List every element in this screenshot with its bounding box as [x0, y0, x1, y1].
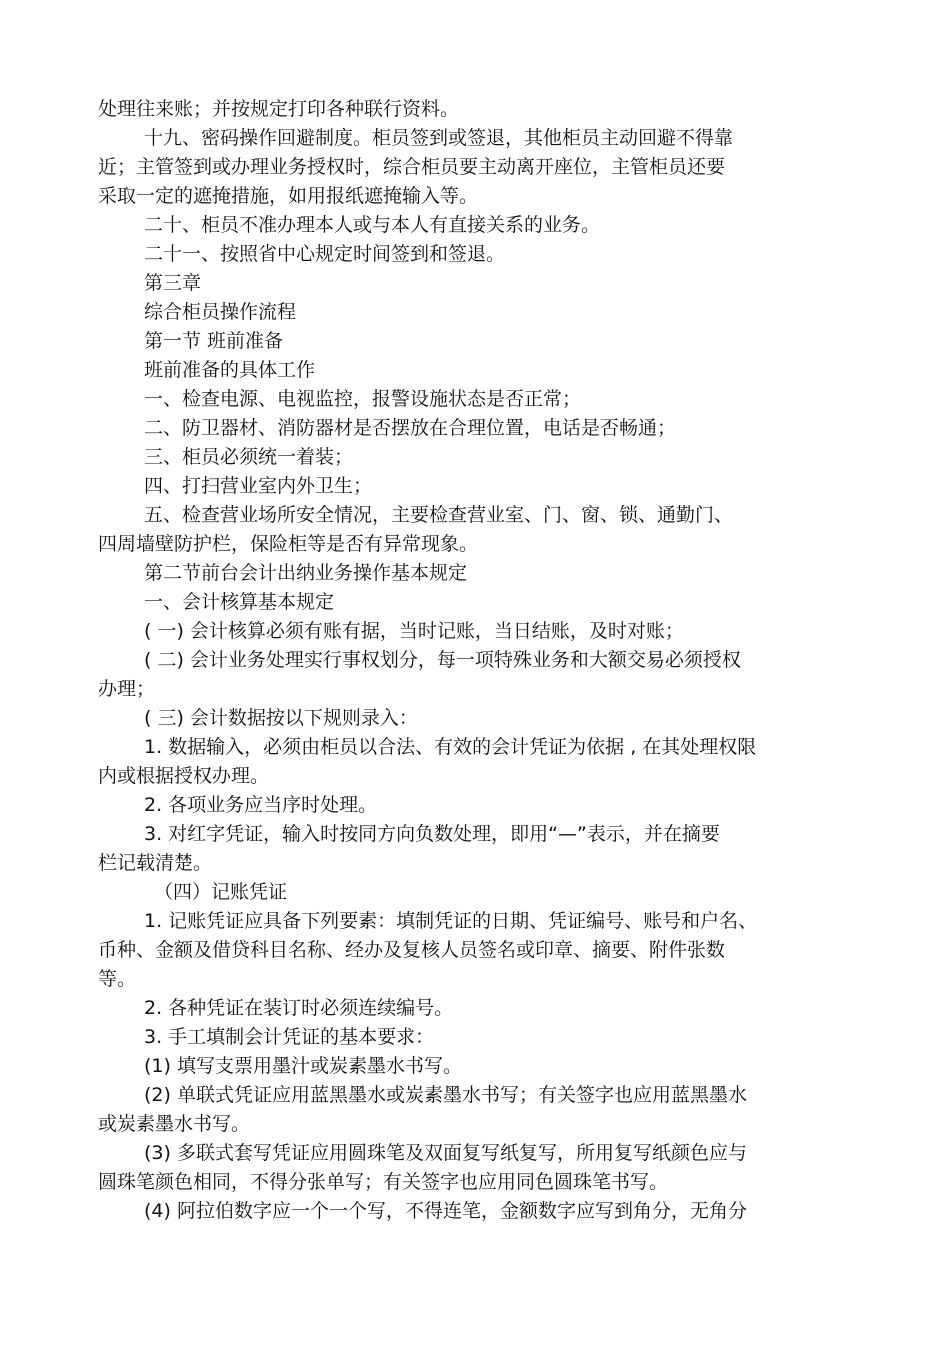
text-line-26: 3. 对红字凭证，输入时按同方向负数处理，即用“—”表示，并在摘要 [144, 823, 720, 845]
text-line-5: 二十、柜员不准办理本人或与本人有直接关系的业务。 [144, 214, 601, 236]
text-line-19: ( 一) 会计核算必须有账有据，当时记账，当日结账，及时对账； [144, 620, 684, 642]
text-line-35: (2) 单联式凭证应用蓝黑墨水或炭素墨水书写；有关签字也应用蓝黑墨水 [144, 1084, 747, 1106]
text-line-31: 等。 [98, 968, 137, 990]
text-line-29: 1. 记账凭证应具备下列要素：填制凭证的日期、凭证编号、账号和户名、 [144, 910, 758, 932]
text-line-30: 币种、金额及借贷科目名称、经办及复核人员签名或印章、摘要、附件张数 [98, 939, 726, 961]
text-line-39: (4) 阿拉伯数字应一个一个写，不得连笔，金额数字应写到角分，无角分 [144, 1200, 747, 1222]
text-line-13: 三、柜员必须统一着装； [144, 446, 354, 468]
text-line-24: 内或根据授权办理。 [98, 765, 270, 787]
text-line-37: (3) 多联式套写凭证应用圆珠笔及双面复写纸复写，所用复写纸颜色应与 [144, 1142, 747, 1164]
text-line-20: ( 二) 会计业务处理实行事权划分，每一项特殊业务和大额交易必须授权 [144, 649, 741, 671]
text-line-33: 3. 手工填制会计凭证的基本要求： [144, 1026, 435, 1048]
chapter-title: 综合柜员操作流程 [144, 301, 297, 323]
text-line-14: 四、打扫营业室内外卫生； [144, 475, 373, 497]
text-line-2: 十九、密码操作回避制度。柜员签到或签退，其他柜员主动回避不得靠 [144, 127, 734, 149]
text-line-25: 2. 各项业务应当序时处理。 [144, 794, 378, 816]
text-line-3: 近；主管签到或办理业务授权时，综合柜员要主动离开座位，主管柜员还要 [98, 156, 726, 178]
text-line-4: 采取一定的遮掩措施，如用报纸遮掩输入等。 [98, 185, 479, 207]
text-line-6: 二十一、按照省中心规定时间签到和签退。 [144, 243, 506, 265]
text-line-11: 一、检查电源、电视监控，报警设施状态是否正常； [144, 388, 582, 410]
text-line-36: 或炭素墨水书写。 [98, 1113, 251, 1135]
text-line-22: ( 三) 会计数据按以下规则录入： [144, 707, 418, 729]
chapter-heading: 第三章 [144, 272, 202, 294]
text-line-34: (1) 填写支票用墨汁或炭素墨水书写。 [144, 1055, 462, 1077]
text-line-16: 四周墙壁防护栏，保险柜等是否有异常现象。 [98, 533, 479, 555]
text-line-15: 五、检查营业场所安全情况，主要检查营业室、门、窗、锁、通勤门、 [144, 504, 734, 526]
text-line-27: 栏记载清楚。 [98, 852, 213, 874]
text-line-1: 处理往来账；并按规定打印各种联行资料。 [98, 98, 460, 120]
text-line-21: 办理； [98, 678, 156, 700]
text-line-18: 一、会计核算基本规定 [144, 591, 335, 613]
subsection-heading: （四）记账凭证 [154, 881, 288, 903]
text-line-10: 班前准备的具体工作 [144, 359, 316, 381]
text-line-23: 1. 数据输入，必须由柜员以合法、有效的会计凭证为依据 , 在其处理权限 [144, 736, 757, 758]
section-heading-2: 第二节前台会计出纳业务操作基本规定 [144, 562, 468, 584]
section-heading-1: 第一节 班前准备 [144, 330, 284, 352]
text-line-32: 2. 各种凭证在装订时必须连续编号。 [144, 997, 454, 1019]
text-line-12: 二、防卫器材、消防器材是否摆放在合理位置，电话是否畅通； [144, 417, 677, 439]
text-line-38: 圆珠笔颜色相同，不得分张单写；有关签字也应用同色圆珠笔书写。 [98, 1171, 669, 1193]
